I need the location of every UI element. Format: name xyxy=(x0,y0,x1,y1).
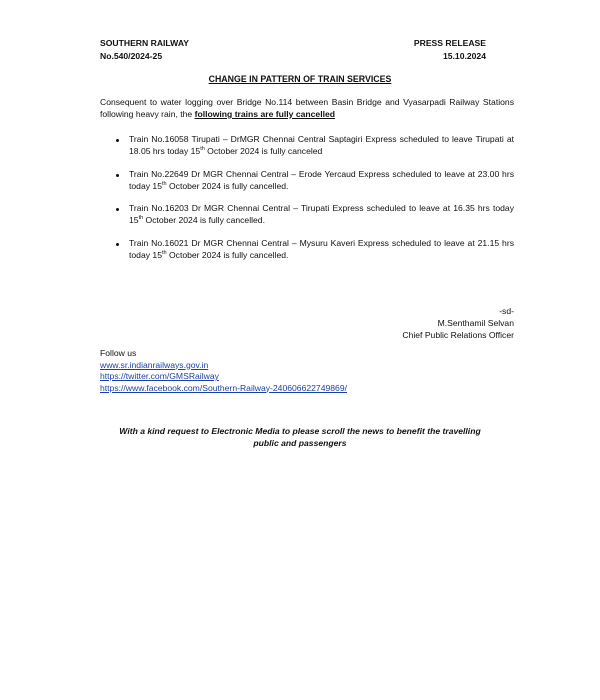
header-right xyxy=(414,37,486,63)
signatory-designation: Chief Public Relations Officer xyxy=(402,330,514,340)
signature-mark: -sd- xyxy=(499,306,514,316)
follow-us-label: Follow us xyxy=(100,348,137,358)
intro-paragraph xyxy=(100,97,514,121)
document-type: PRESS RELEASE xyxy=(413,38,486,48)
signatory-name: M.Senthamil Selvan xyxy=(437,318,514,328)
list-item: Train No.16058 Tirupati – DrMGR Chennai Central Saptagiri Express scheduled to leave Tirupati at 18.05 hrs today 15th October 2024 is fully canceled xyxy=(100,134,514,158)
release-date: 15.10.2024 xyxy=(442,51,486,61)
follow-us-block xyxy=(100,348,347,394)
media-request: With a kind request to Electronic Media to please scroll the news to benefit the travelling public and passengers xyxy=(119,426,481,448)
page-title: CHANGE IN PATTERN OF TRAIN SERVICES xyxy=(208,74,392,84)
twitter-link[interactable]: https://twitter.com/GMSRailway xyxy=(100,371,219,381)
cancelled-trains-list xyxy=(100,134,514,273)
header-left xyxy=(100,37,189,63)
intro-emphasis: following trains are fully cancelled xyxy=(194,108,335,119)
facebook-link[interactable]: https://www.facebook.com/Southern-Railway-240606622749869/ xyxy=(100,382,347,393)
list-item: Train No.22649 Dr MGR Chennai Central – Erode Yercaud Express scheduled to leave at 23.00 hrs today 15th October 2024 is fully cancelled. xyxy=(100,169,514,193)
signature-block xyxy=(402,305,514,341)
intro-text: Consequent to water logging over Bridge No.114 between Basin Bridge and Vyasarpadi Railway Stations following heavy rain, the xyxy=(100,97,514,119)
list-item: Train No.16021 Dr MGR Chennai Central – Mysuru Kaveri Express scheduled to leave at 21.15 hrs today 15th October 2024 is fully cancelled. xyxy=(100,238,514,262)
org-name: SOUTHERN RAILWAY xyxy=(100,38,189,48)
website-link[interactable]: www.sr.indianrailways.gov.in xyxy=(100,359,209,370)
list-item: Train No.16203 Dr MGR Chennai Central – Tirupati Express scheduled to leave at 16.35 hrs today 15th October 2024 is fully cancelled. xyxy=(100,203,514,227)
reference-number: No.540/2024-25 xyxy=(100,51,163,61)
